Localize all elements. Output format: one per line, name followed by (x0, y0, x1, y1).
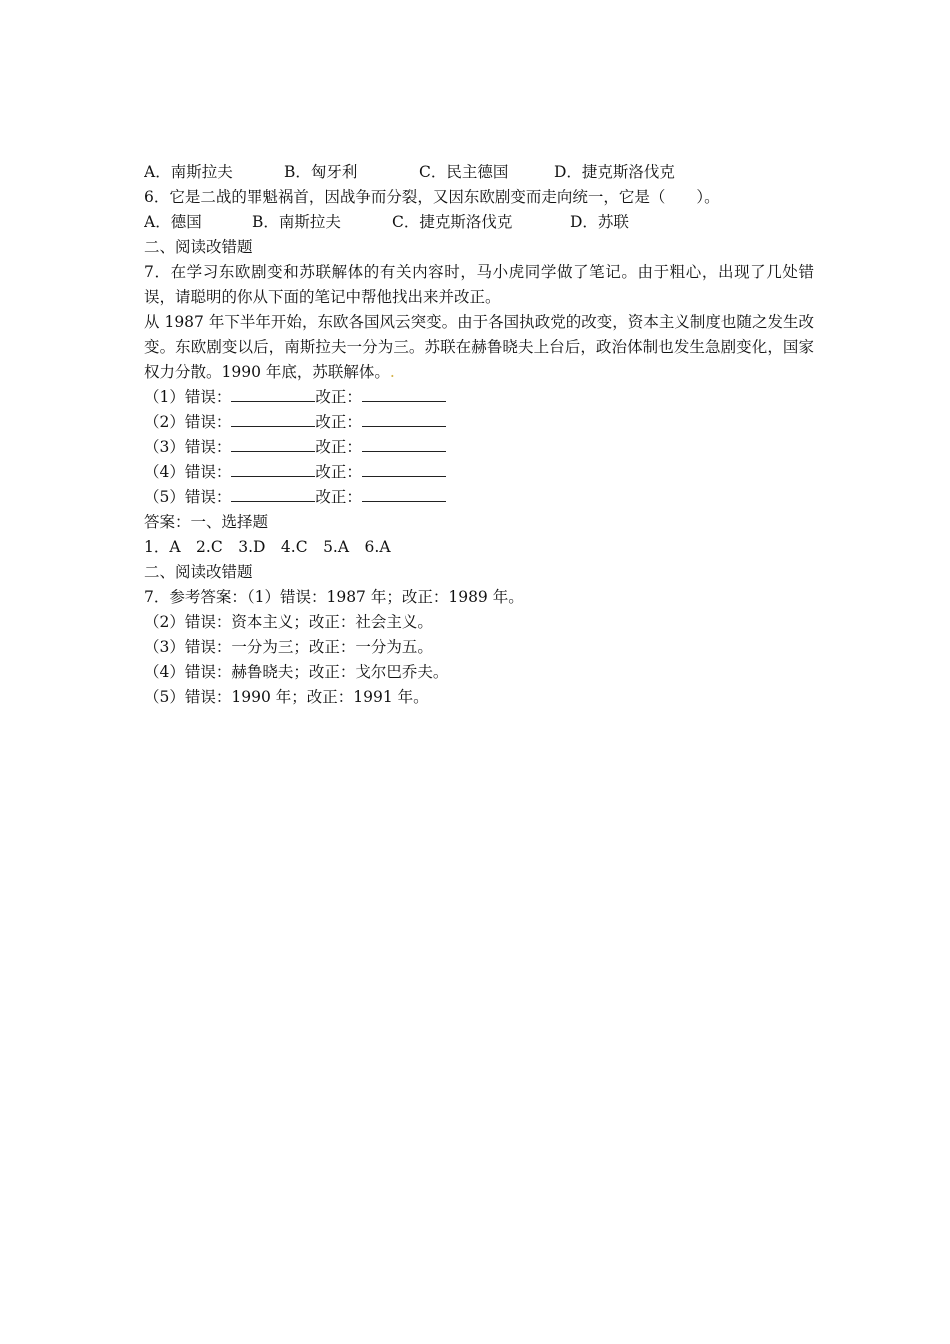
error-row-3 (144, 435, 814, 460)
error-row-4 (144, 460, 814, 485)
q6-option-d: D．苏联 (570, 213, 629, 231)
q5-option-a: A．南斯拉夫 (144, 163, 233, 181)
fix-label: 改正： (315, 388, 362, 406)
answers-title: 答案：一、选择题 (144, 513, 269, 531)
error-blank[interactable] (231, 387, 315, 402)
fix-blank[interactable] (362, 412, 446, 427)
error-label: 错误： (184, 463, 232, 481)
error-row-2 (144, 410, 814, 435)
q6-option-a: A．德国 (144, 213, 202, 231)
error-row-number: （5） (144, 488, 185, 506)
answer-line-4: （4）错误：赫鲁晓夫；改正：戈尔巴乔夫。 (144, 663, 449, 681)
q7-passage-text: 从 1987 年下半年开始，东欧各国风云突变。由于各国执政党的改变，资本主义制度也随之发生改变。东欧剧变以后，南斯拉夫一分为三。苏联在赫鲁晓夫上台后，政治体制也发生急剧变化，国家权力分散。1990 年底，苏联解体。 (144, 313, 814, 381)
fix-label: 改正： (315, 488, 362, 506)
error-row-number: （1） (144, 388, 185, 406)
q7-stem: 7．在学习东欧剧变和苏联解体的有关内容时，马小虎同学做了笔记。由于粗心，出现了几处错误，请聪明的你从下面的笔记中帮他找出来并改正。 (144, 263, 814, 306)
error-blank[interactable] (231, 487, 315, 502)
fix-blank[interactable] (362, 437, 446, 452)
q6-stem: 6．它是二战的罪魁祸首，因战争而分裂，又因东欧剧变而走向统一，它是（ ）。 (144, 188, 720, 206)
answer-line-1: 7．参考答案：（1）错误：1987 年；改正：1989 年。 (144, 588, 524, 606)
fix-blank[interactable] (362, 387, 446, 402)
q6-options (144, 210, 814, 235)
error-blank[interactable] (231, 462, 315, 477)
error-blank[interactable] (231, 437, 315, 452)
q5-option-c: C．民主德国 (419, 163, 509, 181)
answers-choices: 1．A 2.C 3.D 4.C 5.A 6.A (144, 538, 391, 556)
error-blank[interactable] (231, 412, 315, 427)
error-row-5 (144, 485, 814, 510)
q5-options (144, 160, 814, 185)
answer-line-3: （3）错误：一分为三；改正：一分为五。 (144, 638, 433, 656)
q6-option-c: C．捷克斯洛伐克 (392, 213, 513, 231)
q7-passage (144, 310, 814, 385)
fix-label: 改正： (315, 463, 362, 481)
fix-label: 改正： (315, 438, 362, 456)
passage-mark: . (389, 363, 395, 381)
error-row-1 (144, 385, 814, 410)
error-row-number: （3） (144, 438, 185, 456)
q6-option-b: B．南斯拉夫 (252, 213, 341, 231)
section2-title: 二、阅读改错题 (144, 238, 253, 256)
answer-line-5: （5）错误：1990 年；改正：1991 年。 (144, 688, 429, 706)
fix-label: 改正： (315, 413, 362, 431)
error-row-number: （2） (144, 413, 185, 431)
q5-option-b: B．匈牙利 (284, 163, 358, 181)
answer-line-2: （2）错误：资本主义；改正：社会主义。 (144, 613, 433, 631)
document-content (144, 160, 814, 710)
error-label: 错误： (184, 413, 232, 431)
fix-blank[interactable] (362, 462, 446, 477)
error-label: 错误： (184, 438, 232, 456)
error-label: 错误： (184, 388, 232, 406)
error-row-number: （4） (144, 463, 185, 481)
answers-section2-title: 二、阅读改错题 (144, 563, 253, 581)
fix-blank[interactable] (362, 487, 446, 502)
q5-option-d: D．捷克斯洛伐克 (554, 163, 675, 181)
error-label: 错误： (184, 488, 232, 506)
